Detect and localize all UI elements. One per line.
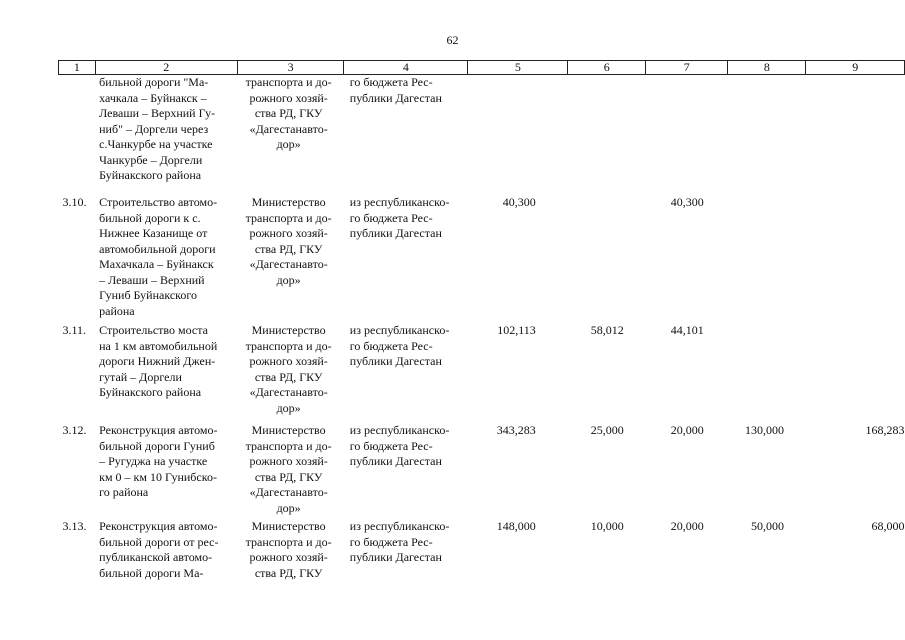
executor: Министерство транспорта и до- рожного хозяй- ства РД, ГКУ «Дагестанавто- дор» bbox=[245, 323, 332, 415]
column-header-5: 5 bbox=[468, 61, 568, 75]
table-row bbox=[59, 195, 905, 323]
project-name: Строительство моста на 1 км автомобильной дороги Нижний Джен- гутай – Доргели Буйнакского района bbox=[99, 323, 218, 399]
funding-source: го бюджета Рес- публики Дагестан bbox=[349, 75, 442, 105]
column-header-9: 9 bbox=[806, 61, 905, 75]
column-header-1: 1 bbox=[59, 61, 96, 75]
row-number: 3.11. bbox=[62, 323, 87, 337]
value-col7: 40,300 bbox=[670, 195, 704, 209]
page-number: 62 bbox=[446, 33, 459, 47]
funding-source: из республиканско- го бюджета Рес- публики Дагестан bbox=[349, 195, 450, 240]
table-row bbox=[59, 516, 905, 589]
column-number-row bbox=[59, 61, 905, 75]
project-name: Реконструкция автомо- бильной дороги от рес- публиканской автомо- бильной дороги Ма- bbox=[99, 519, 219, 580]
value-col8 bbox=[728, 323, 806, 423]
funding-source: из республиканско- го бюджета Рес- публики Дагестан bbox=[349, 323, 450, 368]
column-header-2: 2 bbox=[95, 61, 237, 75]
value-col6: 25,000 bbox=[590, 423, 624, 437]
value-col8 bbox=[728, 75, 806, 196]
table-row bbox=[59, 423, 905, 516]
value-total: 40,300 bbox=[502, 195, 536, 209]
executor: Министерство транспорта и до- рожного хозяй- ства РД, ГКУ bbox=[245, 519, 332, 580]
value-col9: 68,000 bbox=[871, 519, 905, 533]
executor: транспорта и до- рожного хозяй- ства РД, ГКУ «Дагестанавто- дор» bbox=[245, 75, 332, 151]
value-col9 bbox=[806, 323, 905, 423]
budget-table bbox=[58, 60, 905, 589]
value-col9 bbox=[806, 195, 905, 323]
row-number bbox=[59, 75, 96, 196]
value-col9 bbox=[806, 75, 905, 196]
value-col7: 20,000 bbox=[670, 423, 704, 437]
project-name: Строительство автомо- бильной дороги к с. Нижнее Казанище от автомобильной дороги Махачкала – Буйнакск – Леваши – Верхний Гуниб Буйнакского района bbox=[99, 195, 218, 318]
row-number: 3.13. bbox=[62, 519, 87, 533]
value-col9: 168,283 bbox=[865, 423, 905, 437]
value-col8: 50,000 bbox=[750, 519, 784, 533]
executor: Министерство транспорта и до- рожного хозяй- ства РД, ГКУ «Дагестанавто- дор» bbox=[245, 423, 332, 515]
column-header-3: 3 bbox=[237, 61, 343, 75]
value-col6 bbox=[568, 195, 646, 323]
value-col7: 20,000 bbox=[670, 519, 704, 533]
value-total bbox=[468, 75, 568, 196]
value-col7: 44,101 bbox=[670, 323, 704, 337]
project-name: бильной дороги "Ма- хачкала – Буйнакск – Леваши – Верхний Гу- ниб" – Доргели через с.Чанкурбе на участке Чанкурбе – Доргели Буйнакского района bbox=[99, 75, 216, 182]
value-col6: 58,012 bbox=[590, 323, 624, 337]
funding-source: из республиканско- го бюджета Рес- публики Дагестан bbox=[349, 423, 450, 468]
row-number: 3.12. bbox=[62, 423, 87, 437]
row-number: 3.10. bbox=[62, 195, 87, 209]
value-col7 bbox=[646, 75, 728, 196]
value-col8 bbox=[728, 195, 806, 323]
value-total: 343,283 bbox=[496, 423, 536, 437]
table-row bbox=[59, 75, 905, 196]
column-header-4: 4 bbox=[344, 61, 468, 75]
column-header-8: 8 bbox=[728, 61, 806, 75]
column-header-6: 6 bbox=[568, 61, 646, 75]
column-header-7: 7 bbox=[646, 61, 728, 75]
value-col8: 130,000 bbox=[744, 423, 784, 437]
executor: Министерство транспорта и до- рожного хозяй- ства РД, ГКУ «Дагестанавто- дор» bbox=[245, 195, 332, 287]
project-name: Реконструкция автомо- бильной дороги Гуниб – Ругуджа на участке км 0 – км 10 Гунибско- го района bbox=[99, 423, 218, 499]
funding-source: из республиканско- го бюджета Рес- публики Дагестан bbox=[349, 519, 450, 564]
value-col6: 10,000 bbox=[590, 519, 624, 533]
table-row bbox=[59, 323, 905, 423]
value-total: 148,000 bbox=[496, 519, 536, 533]
value-col6 bbox=[568, 75, 646, 196]
value-total: 102,113 bbox=[497, 323, 536, 337]
